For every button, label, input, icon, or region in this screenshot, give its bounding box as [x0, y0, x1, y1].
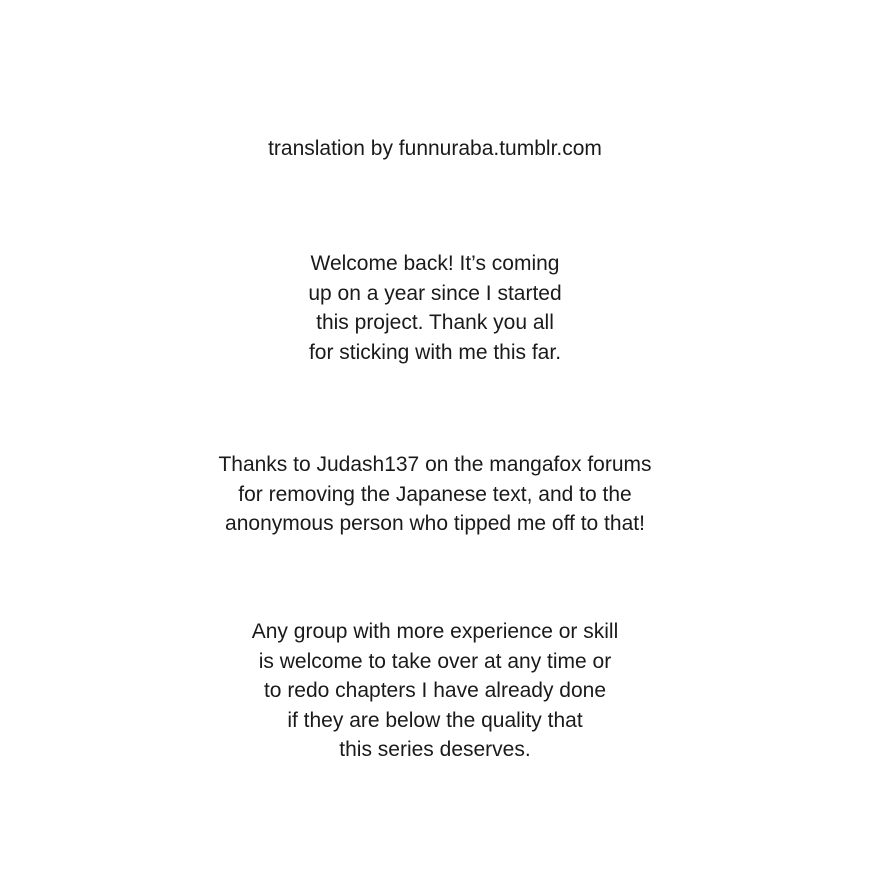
offer-line: if they are below the quality that — [287, 708, 583, 732]
offer-line: this series deserves. — [339, 738, 531, 761]
welcome-paragraph — [0, 249, 870, 367]
takeover-offer-paragraph — [0, 617, 870, 765]
welcome-line: up on a year since I started — [308, 281, 562, 305]
welcome-line: Welcome back! It’s coming — [310, 252, 560, 275]
thanks-line: Thanks to Judash137 on the mangafox forums — [218, 453, 652, 476]
offer-line: is welcome to take over at any time or — [258, 649, 612, 673]
thanks-line: for removing the Japanese text, and to the — [238, 482, 632, 506]
offer-line: to redo chapters I have already done — [263, 679, 607, 702]
translation-credit — [0, 134, 870, 164]
welcome-line: for sticking with me this far. — [308, 340, 562, 364]
offer-line: Any group with more experience or skill — [251, 620, 619, 643]
credit-line: translation by funnuraba.tumblr.com — [268, 137, 602, 160]
thanks-line: anonymous person who tipped me off to that! — [225, 512, 645, 535]
thanks-paragraph — [0, 450, 870, 539]
welcome-line: this project. Thank you all — [316, 311, 554, 334]
